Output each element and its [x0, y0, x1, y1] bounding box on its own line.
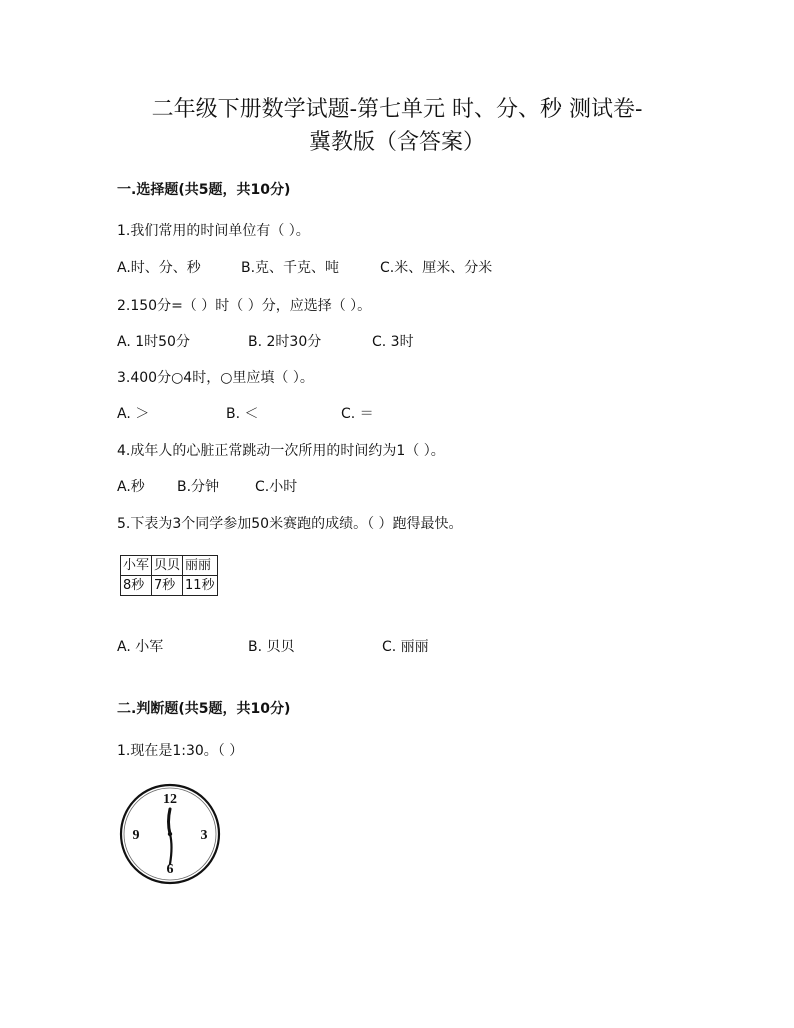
question-1-option-a: A.时、分、秒: [117, 260, 201, 276]
clock-center: [168, 832, 172, 836]
question-4-text: 4.成年人的心脏正常跳动一次所用的时间约为1（ ）。: [117, 443, 445, 459]
judgement-1-text: 1.现在是1:30。（ ）: [117, 743, 244, 759]
question-5-option-a: A. 小军: [117, 639, 164, 655]
question-3-option-c: C. ＝: [341, 406, 374, 422]
page-title-line-2: 冀教版（含答案）: [308, 130, 485, 155]
table-row: [121, 556, 218, 576]
table-row: [121, 576, 218, 596]
question-2-text: 2.150分=（ ）时（ ）分，应选择（ ）。: [117, 298, 372, 314]
question-4-option-b: B.分钟: [177, 479, 220, 495]
section-heading-choice: 一.选择题(共5题，共10分): [117, 182, 291, 198]
question-2-option-c: C. 3时: [372, 334, 414, 350]
race-results-table: [120, 555, 218, 596]
page-title-line-1: 二年级下册数学试题-第七单元 时、分、秒 测试卷-: [151, 97, 643, 122]
question-4-option-a: A.秒: [117, 479, 145, 495]
question-5-option-c: C. 丽丽: [382, 639, 429, 655]
clock-numeral-12: 12: [163, 792, 177, 807]
question-5-text: 5.下表为3个同学参加50米赛跑的成绩。（ ）跑得最快。: [117, 516, 463, 532]
clock-numeral-6: 6: [166, 862, 174, 877]
question-3-option-b: B. ＜: [226, 406, 259, 422]
question-1-text: 1.我们常用的时间单位有（ ）。: [117, 223, 310, 239]
clock-numeral-9: 9: [132, 828, 140, 843]
question-3-option-a: A. ＞: [117, 406, 150, 422]
question-4-option-c: C.小时: [255, 479, 298, 495]
question-5-option-b: B. 贝贝: [248, 639, 295, 655]
table-header-cell: 丽丽: [183, 556, 218, 576]
question-2-option-a: A. 1时50分: [117, 334, 190, 350]
table-cell: 11秒: [183, 576, 218, 596]
question-1-option-b: B.克、千克、吨: [241, 260, 340, 276]
table-header-cell: 贝贝: [152, 556, 183, 576]
table-cell: 7秒: [152, 576, 183, 596]
section-heading-judgement: 二.判断题(共5题，共10分): [117, 701, 291, 717]
table-cell: 8秒: [121, 576, 152, 596]
clock-hour-hand: [169, 809, 171, 834]
table-header-cell: 小军: [121, 556, 152, 576]
question-3-text: 3.400分○4时，○里应填（ ）。: [117, 370, 314, 386]
question-1-option-c: C.米、厘米、分米: [380, 260, 493, 276]
clock-face-icon: [118, 782, 222, 886]
clock-numeral-3: 3: [200, 828, 208, 843]
question-2-option-b: B. 2时30分: [248, 334, 322, 350]
